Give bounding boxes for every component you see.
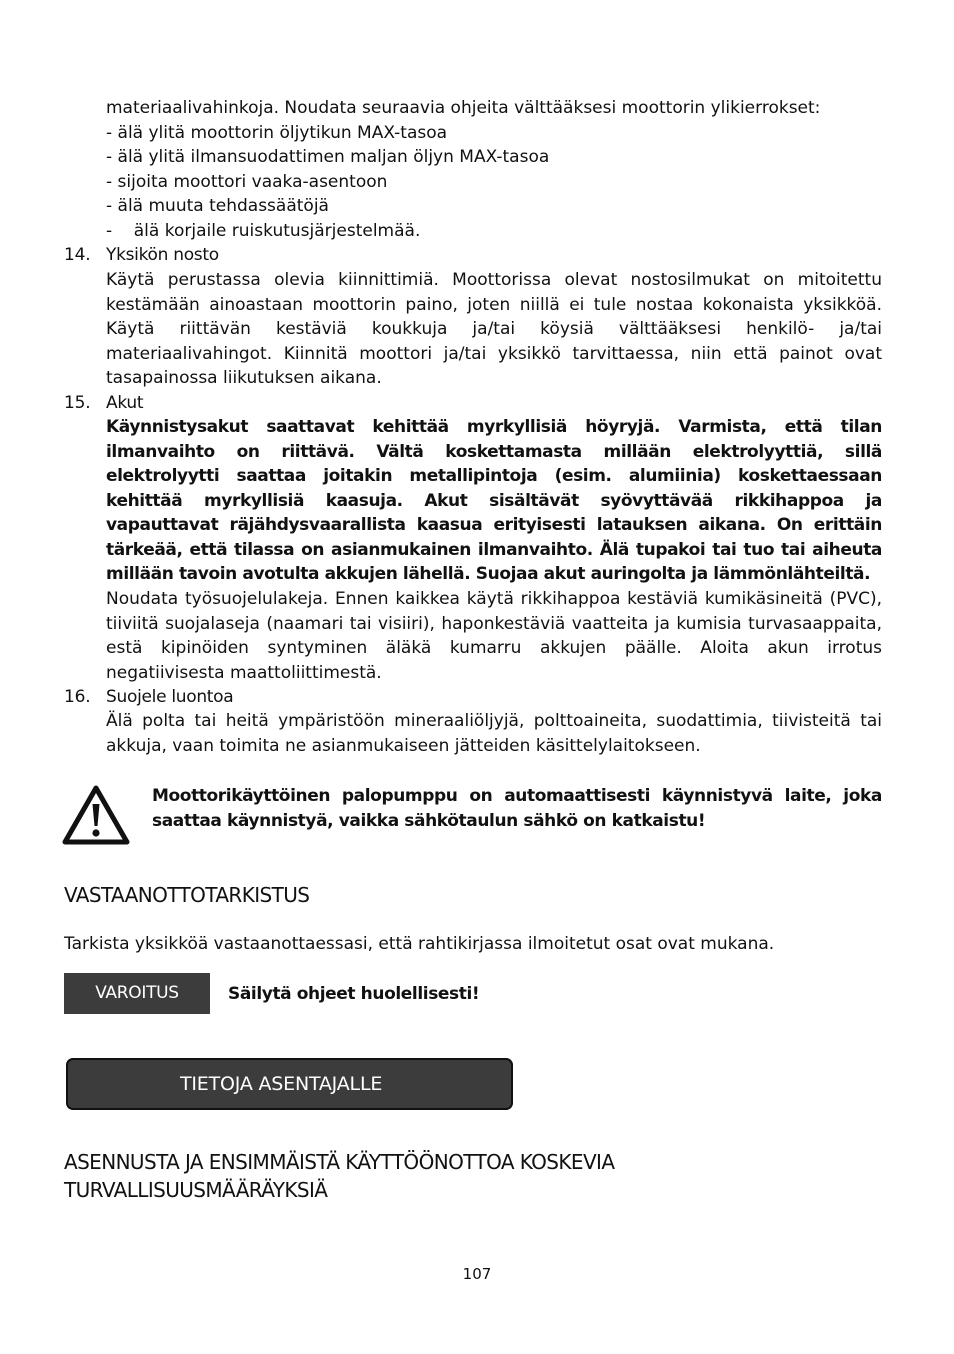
section-text: Käytä perustassa olevia kiinnittimiä. Moottorissa olevat nostosilmukat on mitoitettu kestämään ainoastaan moottorin paino, joten niillä ei tule nostaa kokonaista yksikköä. Käytä riittävän kestäviä koukkuja ja/tai köysiä välttääksesi henkilö- ja/tai materiaalivahingot. Kiinnitä moottori ja/tai yksikkö tarvittaessa, niin että painot ovat tasapainossa liikutuksen aikana. — [106, 270, 882, 388]
list-item: - älä ylitä ilmansuodattimen maljan öljyn MAX-tasoa — [106, 147, 550, 167]
intro-block — [106, 96, 886, 243]
section-number: 16. — [64, 687, 91, 707]
install-heading-line: ASENNUSTA JA ENSIMMÄISTÄ KÄYTTÖÖNOTTOA KOSKEVIA — [64, 1150, 615, 1174]
banner-label: TIETOJA ASENTAJALLE — [180, 1073, 383, 1095]
section-number: 14. — [64, 245, 91, 265]
inspection-heading: VASTAANOTTOTARKISTUS — [64, 883, 310, 907]
section-title: Suojele luontoa — [106, 687, 234, 707]
intro-line: materiaalivahinkoja. Noudata seuraavia ohjeita välttääksesi moottorin ylikierrokset: — [106, 98, 821, 118]
section-title: Yksikön nosto — [106, 245, 219, 265]
section-bold-text: Käynnistysakut saattavat kehittää myrkyllisiä höyryjä. Varmista, että tilan ilmanvaihto on riittävä. Vältä koskettamasta millään elektrolyyttiä, sillä elektrolyytti saattaa joitakin metallipintoja (esim. alumiinia) koskettaessaan kehittää myrkyllisiä kaasuja. Akut sisältävät syövyttävää rikkihappoa ja vapauttavat räjähdysvaarallista kaasua erityisesti latauksen aikana. On erittäin tärkeää, että tilassa on asianmukainen ilmanvaihto. Älä tupakoi tai tuo tai aiheuta millään tavoin avotulta akkujen lähellä. Suojaa akut auringolta ja lämmönlähteiltä. — [106, 417, 882, 584]
list-item: - älä ylitä moottorin öljytikun MAX-tasoa — [106, 122, 448, 143]
warning-triangle-icon — [61, 784, 131, 846]
warning-text: Moottorikäyttöinen palopumppu on automaattisesti käynnistyvä laite, joka saattaa käynnistyä, vaikka sähkötaulun sähkö on katkaistu! — [152, 786, 882, 831]
list-item: - sijoita moottori vaaka-asentoon — [106, 171, 388, 192]
page-number: 107 — [462, 1265, 492, 1283]
section-text: Noudata työsuojelulakeja. Ennen kaikkea käytä rikkihappoa kestäviä kumikäsineitä (PVC), tiiviitä suojalaseja (naamari tai visiiri), haponkestäviä vaatteita ja kumisia turvasaappaita, estä kipinöiden syntyminen äläkä kumarru akkujen päälle. Aloita akun irrotus negatiivisesta maattoliittimestä. — [106, 589, 882, 683]
install-heading-line: TURVALLISUUSMÄÄRÄYKSIÄ — [64, 1178, 328, 1202]
caution-text: Säilytä ohjeet huolellisesti! — [228, 984, 480, 1004]
caution-tag: VAROITUS — [64, 973, 210, 1014]
installer-banner — [66, 1058, 513, 1110]
section-text: Älä polta tai heitä ympäristöön mineraaliöljyjä, polttoaineita, suodattimia, tiivisteitä tai akkuja, vaan toimita ne asianmukaiseen jätteiden käsittelylaitokseen. — [106, 711, 882, 756]
list-item: - älä korjaile ruiskutusjärjestelmää. — [106, 220, 421, 241]
install-heading — [64, 1148, 614, 1204]
list-item: - älä muuta tehdassäätöjä — [106, 196, 329, 216]
section-number: 15. — [64, 393, 91, 413]
inspection-text: Tarkista yksikköä vastaanottaessasi, että rahtikirjassa ilmoitetut osat ovat mukana. — [64, 934, 775, 954]
section-title: Akut — [106, 393, 144, 413]
